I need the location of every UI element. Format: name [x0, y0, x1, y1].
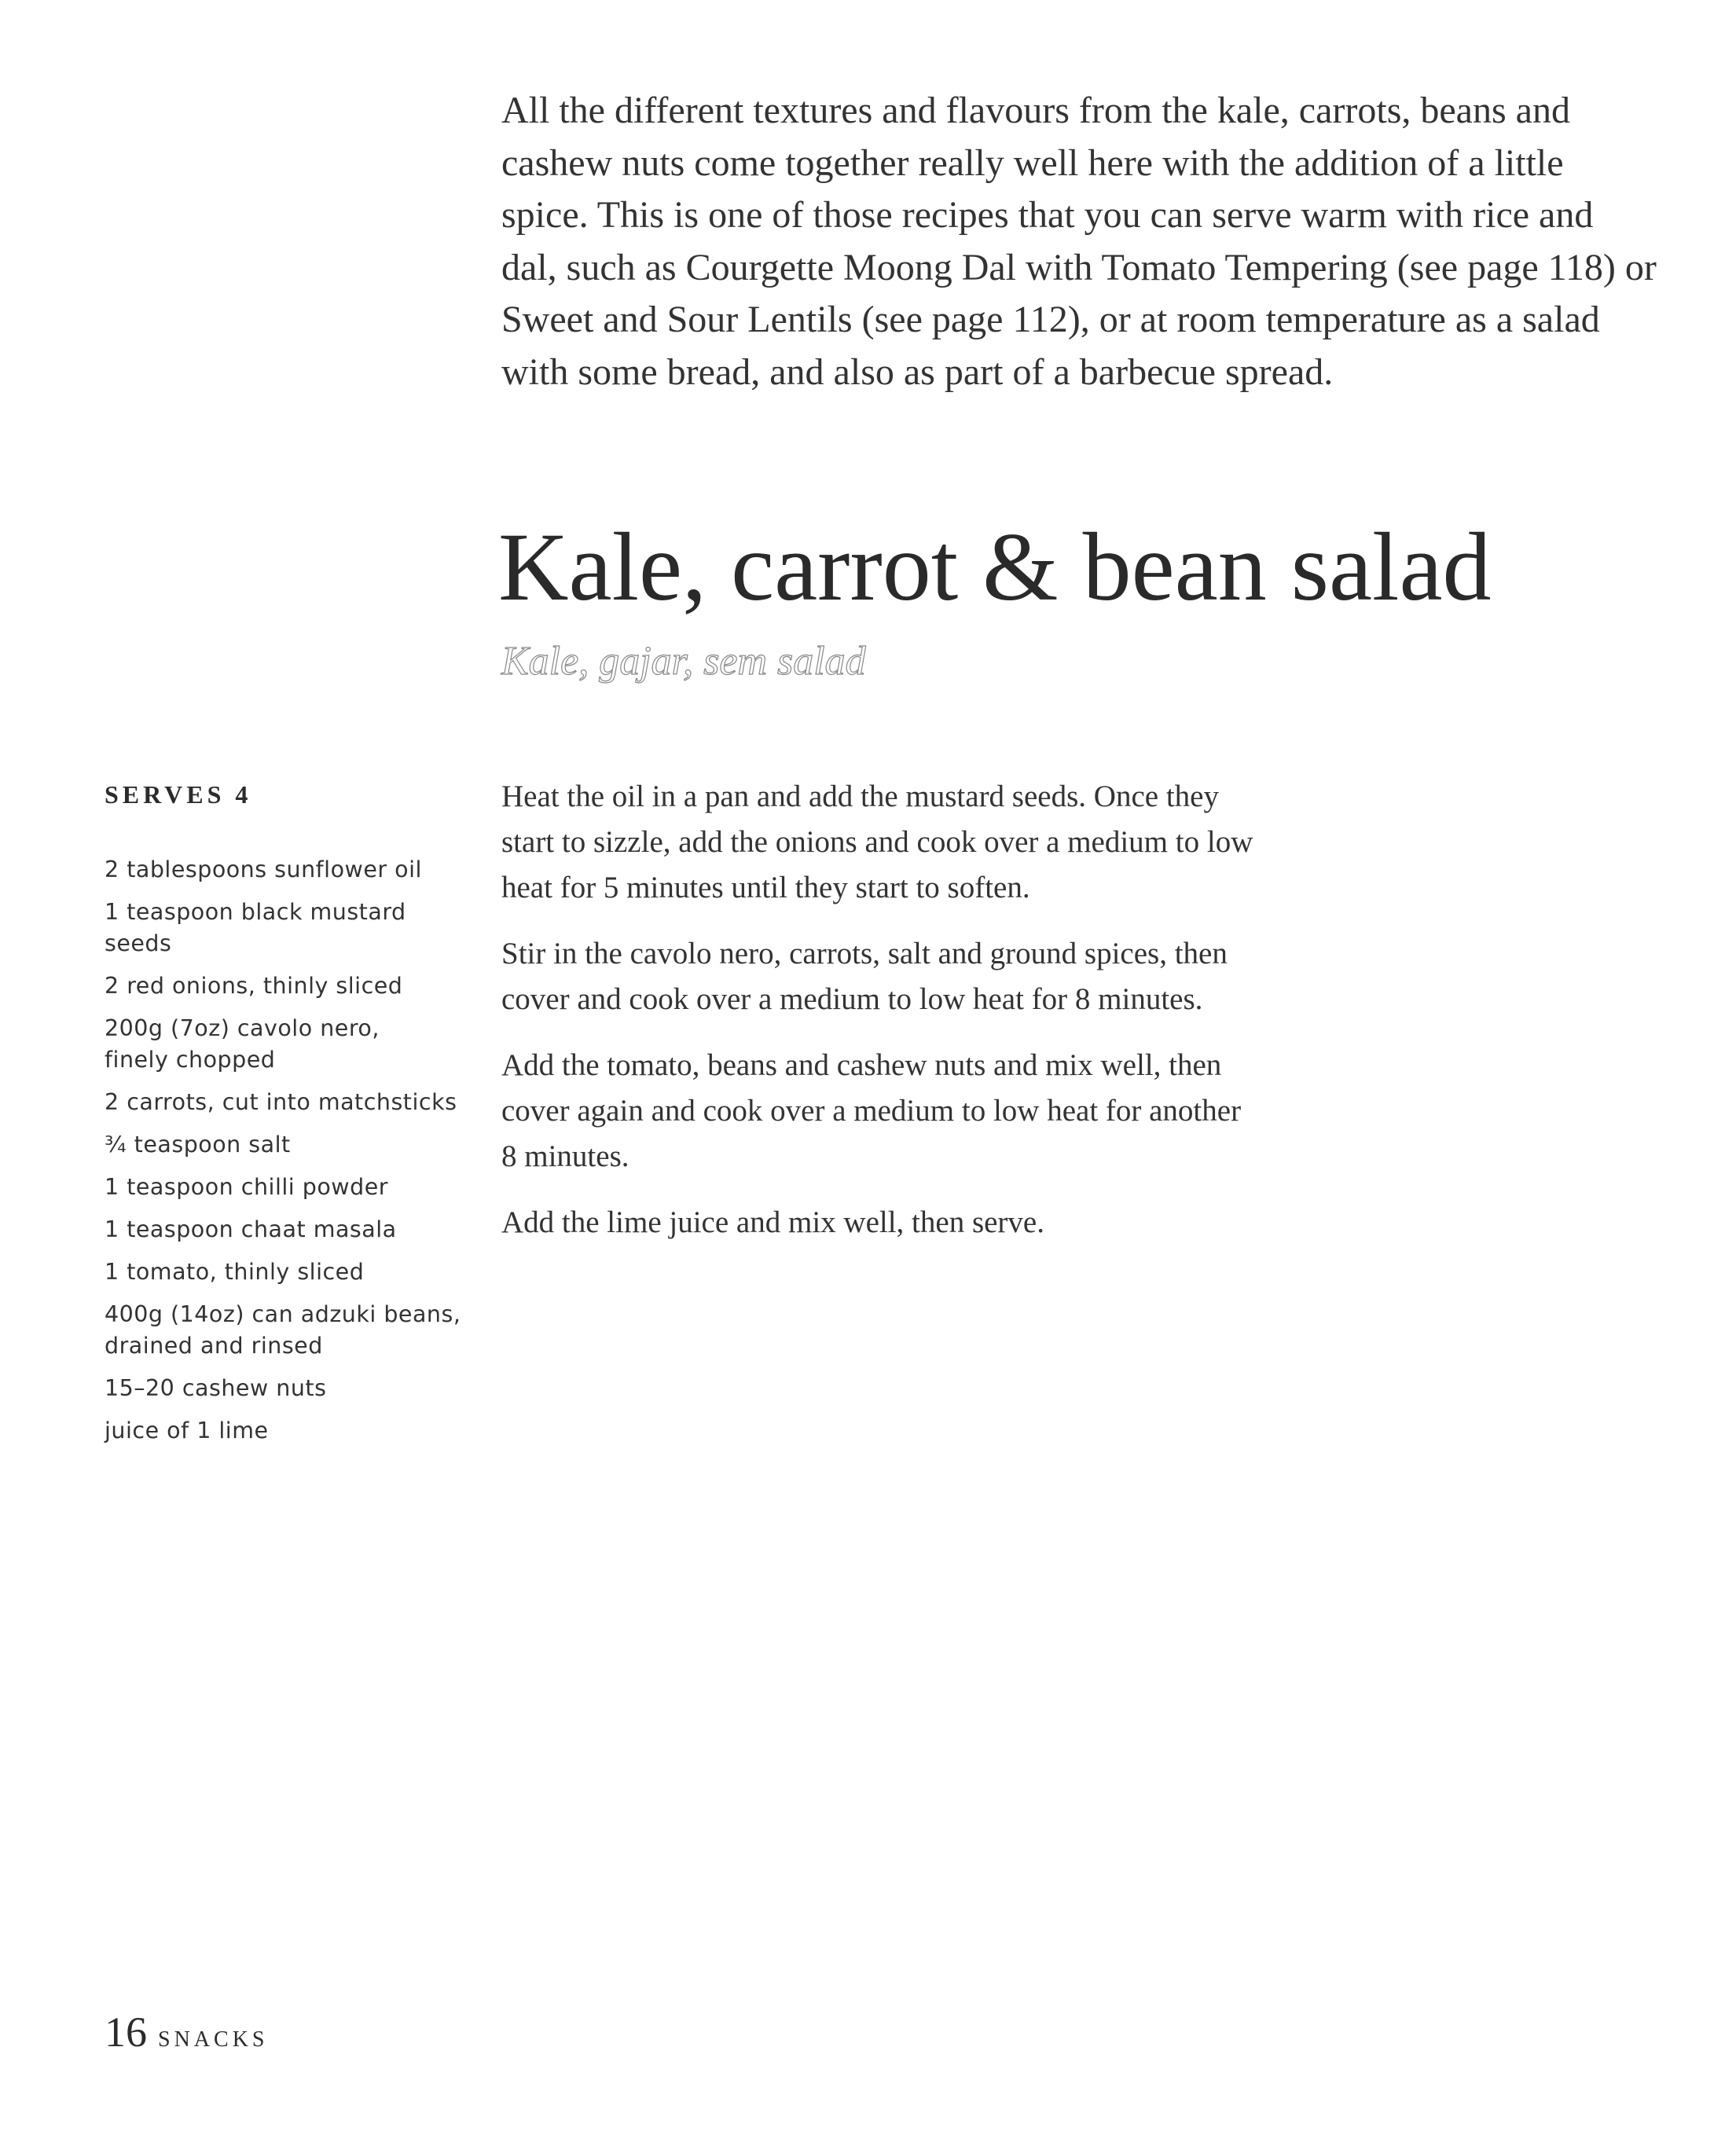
serves-label: SERVES 4	[105, 780, 252, 809]
ingredient-item: 1 tomato, thinly sliced	[105, 1259, 365, 1285]
ingredient-item: ¾ teaspoon salt	[105, 1132, 291, 1157]
ingredient-item: 400g (14oz) can adzuki beans, drained and rinsed	[105, 1301, 461, 1359]
ingredient-item: juice of 1 lime	[105, 1418, 269, 1444]
section-name: SNACKS	[158, 2027, 269, 2052]
ingredient-item: 15–20 cashew nuts	[105, 1375, 327, 1401]
method-step: Add the tomato, beans and cashew nuts and mix well, then cover again and cook over a medium to low heat for another 8 minutes.	[501, 1048, 1242, 1173]
ingredient-item: 1 teaspoon chilli powder	[105, 1174, 388, 1200]
method-step: Heat the oil in a pan and add the mustard seeds. Once they start to sizzle, add the onions and cook over a medium to low heat for 5 minutes until they start to soften.	[501, 780, 1253, 904]
page-number: 16	[105, 2008, 147, 2056]
ingredient-item: 1 teaspoon black mustard seeds	[105, 899, 406, 956]
ingredient-item: 2 carrots, cut into matchsticks	[105, 1089, 457, 1115]
page-footer	[105, 2008, 268, 2056]
ingredient-item: 1 teaspoon chaat masala	[105, 1216, 397, 1242]
ingredients-list	[105, 854, 474, 1458]
ingredient-item: 200g (7oz) cavolo nero, finely chopped	[105, 1015, 380, 1073]
recipe-subtitle: Kale, gajar, sem salad	[501, 639, 866, 684]
recipe-title: Kale, carrot & bean salad	[498, 513, 1492, 621]
method-step: Add the lime juice and mix well, then serve.	[501, 1205, 1044, 1239]
intro-paragraph: All the different textures and flavours from the kale, carrots, beans and cashew nuts come together really well here with the addition of a little spice. This is one of those recipes that you can serve warm with rice and dal, such as Courgette Moong Dal with Tomato Tempering (see page 118) or Sweet and Sour Lentils (see page 112), or at room temperature as a salad with some bread, and also as part of a barbecue spread.	[501, 90, 1657, 393]
method-step: Stir in the cavolo nero, carrots, salt and ground spices, then cover and cook over a medium to low heat for 8 minutes.	[501, 937, 1228, 1016]
ingredient-item: 2 tablespoons sunflower oil	[105, 857, 422, 882]
ingredient-item: 2 red onions, thinly sliced	[105, 973, 403, 999]
method-steps	[501, 774, 1256, 1266]
